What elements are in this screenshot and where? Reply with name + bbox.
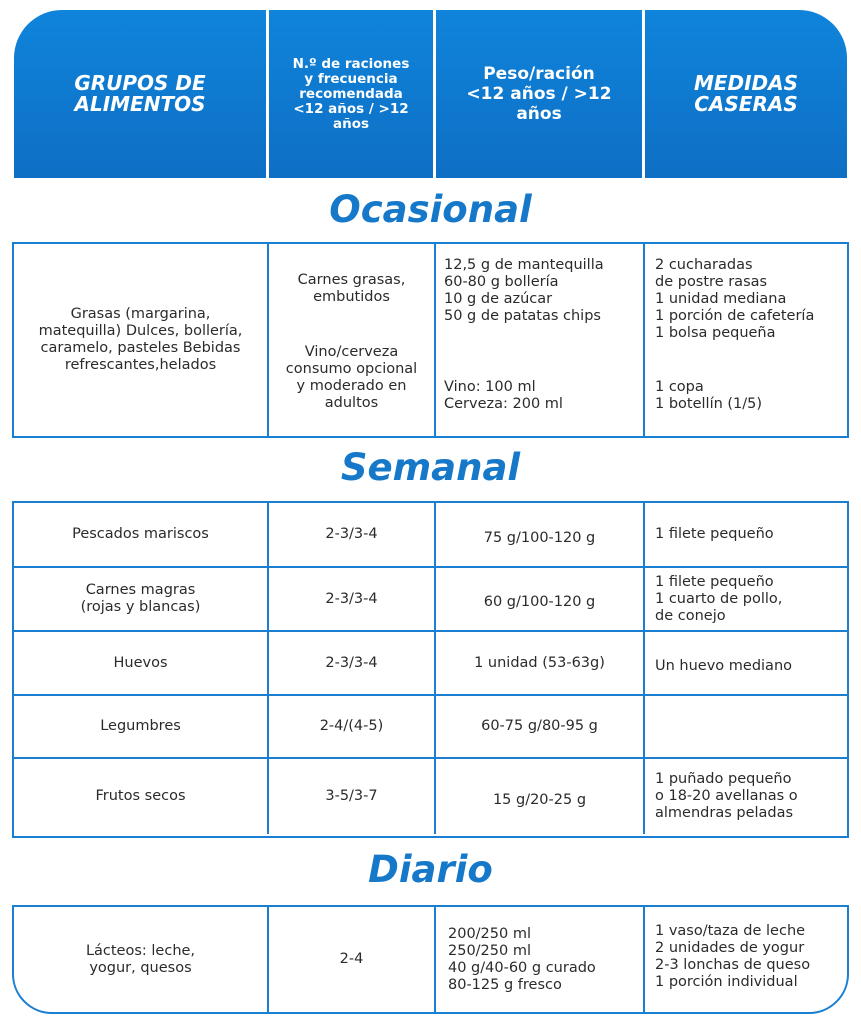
cell-text: 1 filete pequeño — [655, 526, 774, 542]
cell-rations: 2-4/(4-5) — [267, 696, 434, 757]
cell-rations: 3-5/3-7 — [267, 759, 434, 834]
cell-text: embutidos — [313, 289, 390, 305]
section-title-semanal: Semanal — [340, 446, 521, 489]
cell-text: 1 cuarto de pollo, — [655, 590, 783, 607]
cell-text: Pescados mariscos — [72, 526, 209, 542]
cell-text: consumo opcional — [285, 361, 418, 377]
cell-text: almendras peladas — [655, 805, 794, 821]
header-rations-line: y frecuencia — [304, 70, 398, 87]
cell-weight: 60-75 g/80-95 g — [434, 696, 643, 757]
cell-text: Vino: 100 ml — [444, 379, 536, 395]
cell-measures — [643, 759, 847, 834]
header-rations-line: <12 años / >12 años — [293, 100, 409, 132]
table-row — [14, 694, 847, 757]
cell-text: Un huevo mediano — [655, 657, 792, 674]
cell-text: 1 filete pequeño — [655, 573, 774, 590]
cell-text: 80-125 g fresco — [448, 976, 562, 993]
cell-rations: 2-3/3-4 — [267, 568, 434, 630]
cell-rations — [267, 244, 434, 436]
cell-rations: 2-4 — [267, 907, 434, 1012]
cell-text: 200/250 ml — [448, 925, 531, 942]
cell-text: adultos — [324, 395, 379, 411]
header-food-groups-line: ALIMENTOS — [74, 92, 206, 116]
cell-group — [14, 907, 267, 1012]
cell-text: Carnes magras — [85, 582, 196, 598]
cell-text: 1 porción individual — [655, 974, 798, 990]
cell-weight: 1 unidad (53-63g) — [434, 632, 643, 694]
cell-text: 1 unidad mediana — [655, 291, 787, 307]
header-rations-line: recomendada — [299, 85, 403, 102]
cell-measures — [643, 907, 847, 1012]
cell-text: 2 cucharadas — [655, 257, 753, 273]
cell-text: Grasas (margarina, — [70, 306, 211, 322]
cell-text: 250/250 ml — [448, 942, 531, 959]
header-rations-line: N.º de raciones — [292, 55, 410, 72]
cell-text: Vino/cerveza — [304, 344, 399, 360]
header-measures-line: CASERAS — [694, 92, 798, 116]
cell-text: (rojas y blancas) — [80, 599, 201, 615]
cell-text: refrescantes,helados — [64, 357, 217, 373]
cell-text: 2 unidades de yogur — [655, 940, 805, 956]
cell-text: Legumbres — [100, 718, 181, 734]
section-title-diario: Diario — [368, 848, 493, 891]
section-title-ocasional: Ocasional — [329, 188, 532, 231]
cell-text: 1 bolsa pequeña — [655, 325, 776, 341]
cell-text: de conejo — [655, 607, 726, 624]
cell-text: de postre rasas — [655, 274, 768, 290]
cell-text: Huevos — [113, 654, 168, 671]
cell-text: Carnes grasas, — [297, 272, 406, 288]
cell-text: matequilla) Dulces, bollería, — [38, 323, 243, 339]
cell-text: 1 puñado pequeño — [655, 771, 792, 787]
cell-weight: 75 g/100-120 g — [434, 503, 643, 566]
header-weight-line: Peso/ración — [483, 64, 595, 84]
header-weight-line: <12 años / >12 años — [466, 84, 612, 124]
cell-text: 1 vaso/taza de leche — [655, 923, 806, 939]
header-weight — [433, 10, 642, 178]
cell-text: Lácteos: leche, — [85, 942, 196, 959]
cell-weight — [434, 907, 643, 1012]
cell-text: yogur, quesos — [89, 959, 192, 976]
cell-rations: 2-3/3-4 — [267, 503, 434, 566]
cell-text: 1 botellín (1/5) — [655, 396, 763, 412]
cell-group — [14, 632, 267, 694]
table-ocasional — [12, 242, 849, 438]
cell-measures — [643, 568, 847, 630]
header-measures-line: MEDIDAS — [693, 71, 799, 95]
cell-text: 2-3 lonchas de queso — [655, 957, 811, 973]
cell-rations: 2-3/3-4 — [267, 632, 434, 694]
cell-text: o 18-20 avellanas o — [655, 788, 798, 804]
cell-group — [14, 696, 267, 757]
cell-text: y moderado en — [296, 378, 407, 394]
header-food-groups — [14, 10, 266, 178]
cell-text: 10 g de azúcar — [444, 291, 553, 307]
header-food-groups-line: GRUPOS DE — [74, 71, 206, 95]
cell-measures — [643, 503, 847, 566]
cell-text: Frutos secos — [95, 788, 186, 804]
cell-text: 60-80 g bollería — [444, 274, 559, 290]
cell-text: caramelo, pasteles Bebidas — [40, 340, 241, 356]
table-row — [14, 630, 847, 694]
header-rations — [266, 10, 433, 178]
cell-text: 1 porción de cafetería — [655, 308, 815, 324]
cell-weight: 60 g/100-120 g — [434, 568, 643, 630]
cell-group — [14, 503, 267, 566]
table-diario — [12, 905, 849, 1014]
cell-measures — [643, 244, 847, 436]
cell-group — [14, 244, 267, 436]
table-row — [14, 757, 847, 834]
table-semanal — [12, 501, 849, 838]
cell-weight: 15 g/20-25 g — [434, 759, 643, 834]
cell-text: 40 g/40-60 g curado — [448, 959, 596, 976]
table-row — [14, 566, 847, 630]
table-header — [14, 10, 847, 178]
cell-measures — [643, 632, 847, 694]
cell-text: 12,5 g de mantequilla — [444, 257, 604, 273]
cell-group — [14, 568, 267, 630]
cell-weight — [434, 244, 643, 436]
cell-text: 1 copa — [655, 379, 704, 395]
cell-measures — [643, 696, 847, 757]
table-row — [14, 907, 847, 1012]
table-row — [14, 244, 847, 436]
cell-text: Cerveza: 200 ml — [444, 396, 563, 412]
table-row — [14, 503, 847, 566]
cell-text: 50 g de patatas chips — [444, 308, 601, 324]
header-measures — [642, 10, 847, 178]
cell-group — [14, 759, 267, 834]
